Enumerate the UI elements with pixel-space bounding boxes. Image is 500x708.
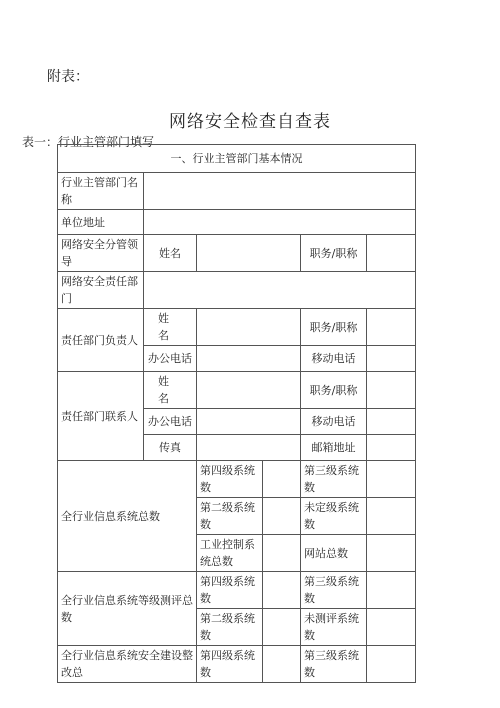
label-contact-position: 职务/职称: [301, 372, 367, 409]
label-not-evaluated: 未测评系统数: [301, 609, 367, 646]
input-lead-position[interactable]: [367, 235, 416, 272]
input-address[interactable]: [144, 210, 416, 235]
appendix-label: 附表：: [47, 69, 89, 85]
label-contact-office-phone: 办公电话: [144, 409, 197, 435]
input-lead-name[interactable]: [197, 235, 301, 272]
input-level3-systems[interactable]: [367, 461, 416, 498]
label-websites-total: 网站总数: [301, 535, 367, 572]
label-head-name: 姓 名: [144, 309, 197, 346]
input-eval-level2[interactable]: [263, 609, 301, 646]
label-email: 邮箱地址: [301, 435, 367, 461]
self-check-form: [57, 144, 416, 683]
label-dept-name: 行业主管部门名称: [58, 173, 144, 210]
table-subtitle: 表一：行业主管部门填写: [22, 135, 155, 149]
input-level2-systems[interactable]: [263, 498, 301, 535]
input-head-office-phone[interactable]: [197, 346, 301, 372]
label-eval-level2: 第二级系统数: [197, 609, 263, 646]
input-dept-name[interactable]: [144, 173, 416, 210]
label-lead-name: 姓名: [144, 235, 197, 272]
input-email[interactable]: [367, 435, 416, 461]
label-dept-contact: 责任部门联系人: [58, 372, 144, 461]
page-title: 网络安全检查自查表: [169, 112, 331, 132]
label-address: 单位地址: [58, 210, 144, 235]
label-dept-head: 责任部门负责人: [58, 309, 144, 372]
label-rectification: 全行业信息系统安全建设整改总: [58, 646, 197, 683]
input-responsible-dept[interactable]: [144, 272, 416, 309]
label-rect-level4: 第四级系统数: [197, 646, 263, 683]
label-head-position: 职务/职称: [301, 309, 367, 346]
label-total-systems: 全行业信息系统总数: [58, 461, 197, 572]
input-eval-level4[interactable]: [263, 572, 301, 609]
input-rect-level3[interactable]: [367, 646, 416, 683]
label-responsible-dept: 网络安全责任部门: [58, 272, 144, 309]
input-head-name[interactable]: [197, 309, 301, 346]
label-rect-level3: 第三级系统数: [301, 646, 367, 683]
label-level4-systems: 第四级系统数: [197, 461, 263, 498]
input-head-position[interactable]: [367, 309, 416, 346]
label-undetermined-systems: 未定级系统数: [301, 498, 367, 535]
label-eval-level4: 第四级系统数: [197, 572, 263, 609]
input-contact-mobile[interactable]: [367, 409, 416, 435]
section-header: 一、行业主管部门基本情况: [58, 145, 416, 173]
label-security-lead: 网络安全分管领导: [58, 235, 144, 272]
input-not-evaluated[interactable]: [367, 609, 416, 646]
label-contact-name: 姓 名: [144, 372, 197, 409]
label-level2-systems: 第二级系统数: [197, 498, 263, 535]
input-contact-position[interactable]: [367, 372, 416, 409]
label-head-mobile: 移动电话: [301, 346, 367, 372]
label-eval-level3: 第三级系统数: [301, 572, 367, 609]
label-lead-position: 职务/职称: [301, 235, 367, 272]
label-fax: 传真: [144, 435, 197, 461]
label-graded-eval: 全行业信息系统等级测评总数: [58, 572, 197, 646]
label-contact-mobile: 移动电话: [301, 409, 367, 435]
input-undetermined-systems[interactable]: [367, 498, 416, 535]
input-contact-office-phone[interactable]: [197, 409, 301, 435]
input-head-mobile[interactable]: [367, 346, 416, 372]
label-ics-total: 工业控制系统总数: [197, 535, 263, 572]
input-contact-name[interactable]: [197, 372, 301, 409]
input-websites-total[interactable]: [367, 535, 416, 572]
input-eval-level3[interactable]: [367, 572, 416, 609]
input-ics-total[interactable]: [263, 535, 301, 572]
input-rect-level4[interactable]: [263, 646, 301, 683]
label-head-office-phone: 办公电话: [144, 346, 197, 372]
input-level4-systems[interactable]: [263, 461, 301, 498]
input-fax[interactable]: [197, 435, 301, 461]
label-level3-systems: 第三级系统数: [301, 461, 367, 498]
